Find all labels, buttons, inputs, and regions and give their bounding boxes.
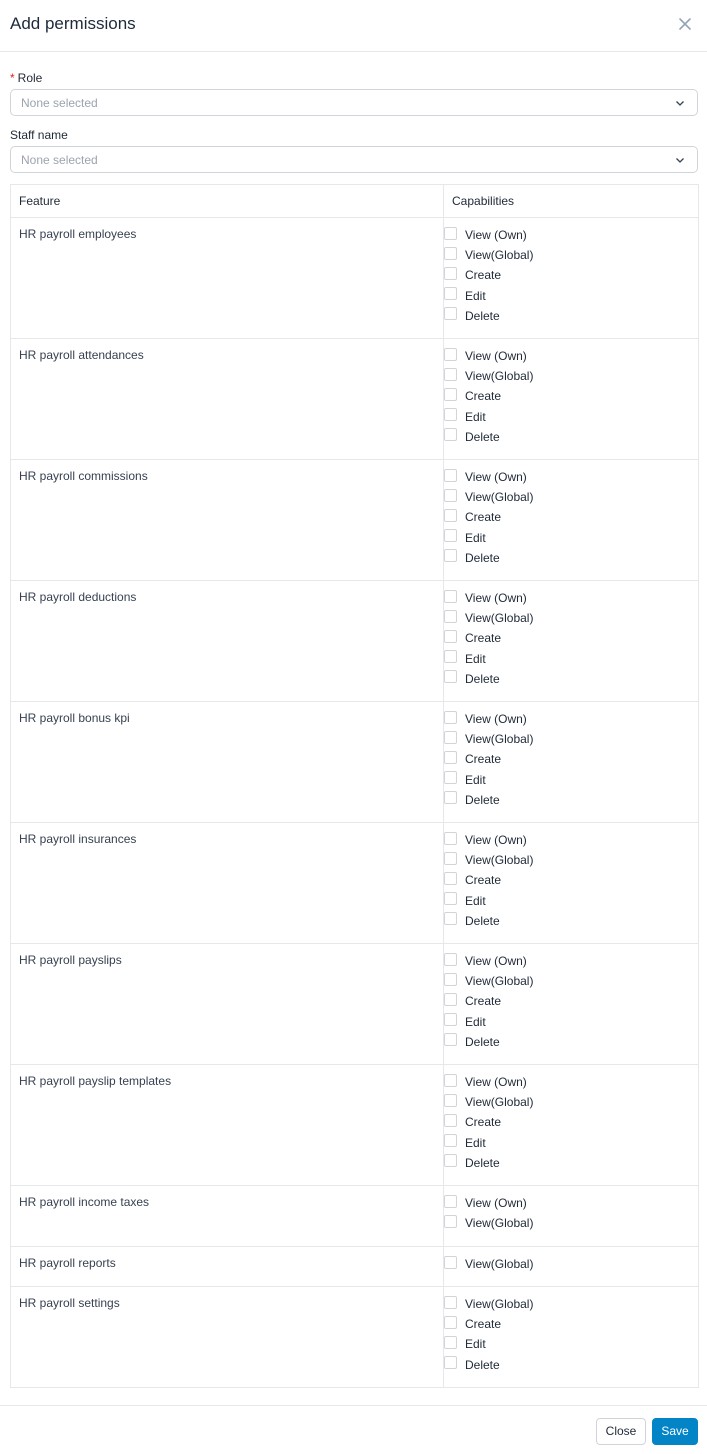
capability-label: Edit — [465, 1135, 486, 1150]
capability-checkbox[interactable] — [444, 1013, 457, 1026]
capability-label: View (Own) — [465, 591, 527, 606]
capability-option[interactable] — [444, 366, 698, 386]
capability-checkbox[interactable] — [444, 771, 457, 784]
modal-header — [0, 0, 707, 52]
close-button[interactable]: Close — [596, 1418, 646, 1445]
capability-option[interactable] — [444, 669, 698, 689]
capability-checkbox[interactable] — [444, 993, 457, 1006]
table-row — [11, 823, 699, 944]
capability-label: View(Global) — [465, 732, 534, 747]
capability-option[interactable] — [444, 971, 698, 991]
capability-option[interactable] — [444, 407, 698, 427]
capability-checkbox[interactable] — [444, 1215, 457, 1228]
capability-option[interactable] — [444, 1112, 698, 1132]
capability-label: View(Global) — [465, 611, 534, 626]
capability-checkbox[interactable] — [444, 1296, 457, 1309]
feature-name: HR payroll deductions — [11, 581, 444, 702]
capability-option[interactable] — [444, 891, 698, 911]
capability-checkbox[interactable] — [444, 1256, 457, 1269]
capability-option[interactable] — [444, 1213, 698, 1233]
capability-option[interactable] — [444, 729, 698, 749]
feature-name: HR payroll reports — [11, 1247, 444, 1287]
capability-option[interactable] — [444, 1133, 698, 1153]
capability-option[interactable] — [444, 1092, 698, 1112]
capability-label: Delete — [465, 1034, 500, 1049]
feature-name: HR payroll attendances — [11, 339, 444, 460]
capability-checkbox[interactable] — [444, 1094, 457, 1107]
capability-label: View(Global) — [465, 1257, 534, 1272]
close-icon[interactable] — [677, 16, 693, 32]
capability-label: View (Own) — [465, 1196, 527, 1211]
capability-checkbox[interactable] — [444, 287, 457, 300]
capability-label: Edit — [465, 893, 486, 908]
capability-option[interactable] — [444, 1334, 698, 1354]
capability-checkbox[interactable] — [444, 549, 457, 562]
capability-label: View(Global) — [465, 1297, 534, 1312]
feature-name: HR payroll employees — [11, 218, 444, 339]
capability-option[interactable] — [444, 649, 698, 669]
capability-checkbox[interactable] — [444, 751, 457, 764]
capability-checkbox[interactable] — [444, 388, 457, 401]
capability-option[interactable] — [444, 850, 698, 870]
capability-checkbox[interactable] — [444, 227, 457, 240]
staff-name-label: Staff name — [10, 128, 68, 142]
table-row — [11, 218, 699, 339]
permissions-table — [10, 184, 699, 1388]
capability-option[interactable] — [444, 1355, 698, 1375]
role-select-value: None selected — [21, 96, 98, 110]
capability-option[interactable] — [444, 790, 698, 810]
capabilities-cell — [444, 944, 699, 1065]
capability-checkbox[interactable] — [444, 912, 457, 925]
feature-name: HR payroll income taxes — [11, 1186, 444, 1247]
capability-label: Edit — [465, 1337, 486, 1352]
capability-option[interactable] — [444, 1193, 698, 1213]
capability-checkbox[interactable] — [444, 590, 457, 603]
capability-checkbox[interactable] — [444, 368, 457, 381]
capability-option[interactable] — [444, 1153, 698, 1173]
capability-option[interactable] — [444, 286, 698, 306]
capability-checkbox[interactable] — [444, 1074, 457, 1087]
capabilities-column-header: Capabilities — [444, 185, 699, 218]
capability-label: Delete — [465, 550, 500, 565]
capability-option[interactable] — [444, 548, 698, 568]
feature-name: HR payroll insurances — [11, 823, 444, 944]
capability-label: Create — [465, 1317, 502, 1332]
capabilities-cell — [444, 823, 699, 944]
save-button[interactable]: Save — [652, 1418, 698, 1445]
capability-option[interactable] — [444, 386, 698, 406]
feature-name: HR payroll payslips — [11, 944, 444, 1065]
capability-checkbox[interactable] — [444, 1356, 457, 1369]
capability-checkbox[interactable] — [444, 892, 457, 905]
capability-label: Delete — [465, 671, 500, 686]
capability-checkbox[interactable] — [444, 348, 457, 361]
capability-label: View(Global) — [465, 974, 534, 989]
capability-option[interactable] — [444, 1294, 698, 1314]
capability-option[interactable] — [444, 749, 698, 769]
capability-checkbox[interactable] — [444, 650, 457, 663]
capability-label: Create — [465, 752, 502, 767]
table-row — [11, 1247, 699, 1287]
capability-checkbox[interactable] — [444, 610, 457, 623]
feature-name: HR payroll settings — [11, 1287, 444, 1388]
table-header-row — [11, 185, 699, 218]
capabilities-cell — [444, 1065, 699, 1186]
capability-label: View(Global) — [465, 248, 534, 263]
capability-checkbox[interactable] — [444, 469, 457, 482]
capability-checkbox[interactable] — [444, 408, 457, 421]
capability-option[interactable] — [444, 770, 698, 790]
capability-option[interactable] — [444, 1032, 698, 1052]
feature-name: HR payroll commissions — [11, 460, 444, 581]
capability-checkbox[interactable] — [444, 307, 457, 320]
capabilities-cell — [444, 1186, 699, 1247]
capability-option[interactable] — [444, 1314, 698, 1334]
capability-option[interactable] — [444, 1012, 698, 1032]
capability-option[interactable] — [444, 608, 698, 628]
capabilities-cell — [444, 218, 699, 339]
capability-checkbox[interactable] — [444, 731, 457, 744]
capability-label: Edit — [465, 772, 486, 787]
capability-option[interactable] — [444, 245, 698, 265]
capability-checkbox[interactable] — [444, 670, 457, 683]
capability-option[interactable] — [444, 265, 698, 285]
capability-checkbox[interactable] — [444, 509, 457, 522]
capability-checkbox[interactable] — [444, 791, 457, 804]
capability-label: View (Own) — [465, 1075, 527, 1090]
capability-option[interactable] — [444, 507, 698, 527]
capability-option[interactable] — [444, 528, 698, 548]
capability-label: View(Global) — [465, 1095, 534, 1110]
capabilities-cell — [444, 339, 699, 460]
role-select[interactable] — [10, 89, 698, 116]
capabilities-cell — [444, 460, 699, 581]
capability-label: Create — [465, 510, 502, 525]
capability-option[interactable] — [444, 709, 698, 729]
capability-checkbox[interactable] — [444, 1033, 457, 1046]
table-row — [11, 944, 699, 1065]
chevron-down-icon — [675, 98, 685, 108]
capability-checkbox[interactable] — [444, 267, 457, 280]
capability-label: Delete — [465, 1357, 500, 1372]
feature-name: HR payroll bonus kpi — [11, 702, 444, 823]
capability-checkbox[interactable] — [444, 489, 457, 502]
table-row — [11, 460, 699, 581]
capability-checkbox[interactable] — [444, 1195, 457, 1208]
capability-option[interactable] — [444, 830, 698, 850]
capabilities-cell — [444, 1247, 699, 1287]
capability-option[interactable] — [444, 225, 698, 245]
capability-checkbox[interactable] — [444, 1134, 457, 1147]
feature-name: HR payroll payslip templates — [11, 1065, 444, 1186]
capability-option[interactable] — [444, 1072, 698, 1092]
capability-checkbox[interactable] — [444, 832, 457, 845]
required-mark: * — [10, 71, 15, 85]
capability-label: Create — [465, 268, 502, 283]
capability-option[interactable] — [444, 467, 698, 487]
capability-label: Edit — [465, 1014, 486, 1029]
capability-checkbox[interactable] — [444, 973, 457, 986]
table-row — [11, 581, 699, 702]
capability-label: View(Global) — [465, 853, 534, 868]
capability-checkbox[interactable] — [444, 1316, 457, 1329]
capability-label: Delete — [465, 429, 500, 444]
capability-checkbox[interactable] — [444, 852, 457, 865]
table-row — [11, 1065, 699, 1186]
capability-option[interactable] — [444, 306, 698, 326]
capability-label: View(Global) — [465, 490, 534, 505]
capability-option[interactable] — [444, 346, 698, 366]
capability-label: Delete — [465, 792, 500, 807]
capability-checkbox[interactable] — [444, 630, 457, 643]
table-row — [11, 1186, 699, 1247]
capability-label: View (Own) — [465, 349, 527, 364]
modal-title: Add permissions — [10, 14, 136, 33]
capability-checkbox[interactable] — [444, 711, 457, 724]
capability-option[interactable] — [444, 628, 698, 648]
capability-label: Edit — [465, 651, 486, 666]
capability-option[interactable] — [444, 911, 698, 931]
capability-checkbox[interactable] — [444, 529, 457, 542]
capability-label: Delete — [465, 308, 500, 323]
table-row — [11, 702, 699, 823]
capability-option[interactable] — [444, 588, 698, 608]
capability-label: View(Global) — [465, 369, 534, 384]
capability-option[interactable] — [444, 427, 698, 447]
capability-checkbox[interactable] — [444, 1154, 457, 1167]
capability-label: Create — [465, 994, 502, 1009]
capability-label: Create — [465, 631, 502, 646]
capability-label: Create — [465, 1115, 502, 1130]
feature-column-header: Feature — [11, 185, 444, 218]
capability-label: View (Own) — [465, 712, 527, 727]
capability-label: View (Own) — [465, 470, 527, 485]
role-label — [10, 71, 42, 85]
capability-label: View (Own) — [465, 954, 527, 969]
capability-checkbox[interactable] — [444, 872, 457, 885]
staff-name-select[interactable] — [10, 146, 698, 173]
capability-label: Create — [465, 389, 502, 404]
staff-select-value: None selected — [21, 153, 98, 167]
capability-checkbox[interactable] — [444, 1114, 457, 1127]
capability-label: Delete — [465, 1155, 500, 1170]
capability-checkbox[interactable] — [444, 247, 457, 260]
role-label-text: Role — [17, 71, 43, 85]
capability-checkbox[interactable] — [444, 428, 457, 441]
modal-footer — [0, 1405, 707, 1454]
capability-option[interactable] — [444, 951, 698, 971]
capability-label: Edit — [465, 288, 486, 303]
chevron-down-icon — [675, 155, 685, 165]
capability-label: View (Own) — [465, 833, 527, 848]
capability-option[interactable] — [444, 487, 698, 507]
capability-label: View(Global) — [465, 1216, 534, 1231]
capability-label: View (Own) — [465, 228, 527, 243]
capabilities-cell — [444, 702, 699, 823]
capability-checkbox[interactable] — [444, 1336, 457, 1349]
table-row — [11, 339, 699, 460]
capability-label: Create — [465, 873, 502, 888]
capability-label: Edit — [465, 530, 486, 545]
capability-label: Edit — [465, 409, 486, 424]
table-row — [11, 1287, 699, 1388]
capability-checkbox[interactable] — [444, 953, 457, 966]
capability-option[interactable] — [444, 870, 698, 890]
capabilities-cell — [444, 581, 699, 702]
capability-label: Delete — [465, 913, 500, 928]
capability-option[interactable] — [444, 1254, 698, 1274]
capability-option[interactable] — [444, 991, 698, 1011]
capabilities-cell — [444, 1287, 699, 1388]
